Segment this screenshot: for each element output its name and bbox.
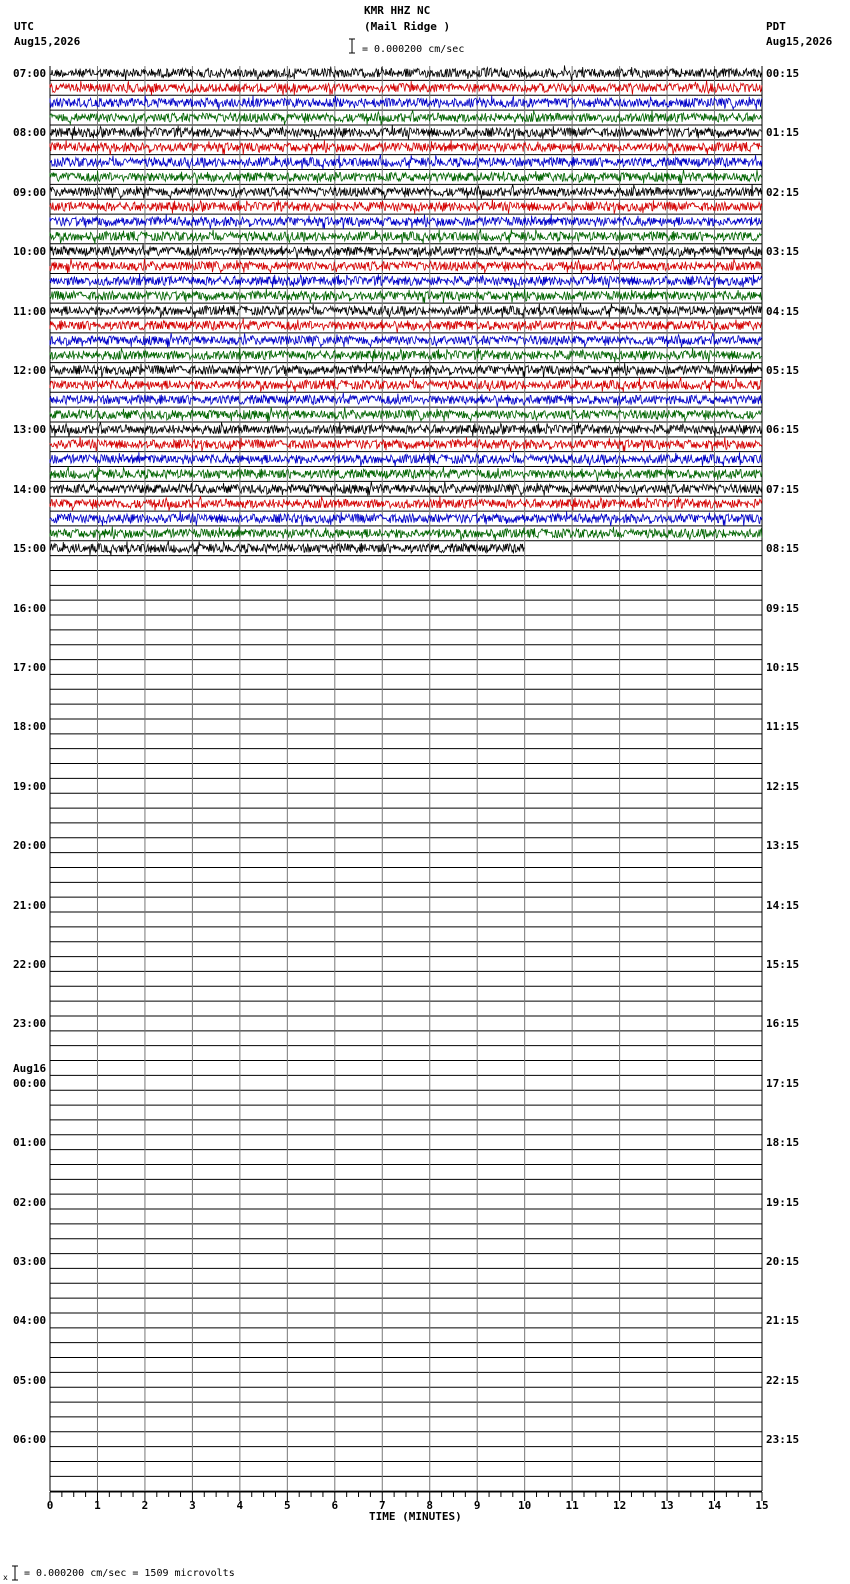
left-date: Aug15,2026 [14, 35, 81, 48]
scale-bar-icon [12, 39, 355, 1580]
trace-line [50, 333, 762, 348]
pdt-hour-label: 19:15 [766, 1195, 800, 1209]
utc-hour-label: 23:00 [13, 1017, 47, 1031]
pdt-hour-label: 17:15 [766, 1076, 800, 1090]
x-tick-label: 6 [331, 1499, 339, 1512]
x-tick-label: 15 [755, 1499, 769, 1512]
utc-hour-label: 08:00 [13, 126, 47, 140]
trace-line [50, 363, 762, 378]
utc-hour-label: 06:00 [13, 1433, 47, 1447]
utc-hour-label: 18:00 [13, 720, 47, 734]
x-tick-label: 8 [426, 1499, 434, 1512]
utc-hour-label: 13:00 [13, 423, 47, 437]
trace-line [50, 422, 762, 437]
pdt-hour-label: 07:15 [766, 482, 800, 496]
pdt-hour-label: 02:15 [766, 185, 800, 199]
x-tick-label: 3 [189, 1499, 196, 1512]
utc-hour-label: 04:00 [13, 1314, 47, 1328]
utc-hour-label: 21:00 [13, 898, 47, 912]
utc-hour-label: 11:00 [13, 304, 47, 318]
trace-line [50, 169, 762, 184]
trace-line [50, 348, 762, 363]
pdt-hour-label: 21:15 [766, 1314, 800, 1328]
x-tick-label: 13 [660, 1499, 674, 1512]
x-tick-label: 12 [612, 1499, 627, 1512]
pdt-hour-label: 22:15 [766, 1373, 800, 1387]
utc-hour-label: 10:00 [13, 245, 47, 259]
x-tick-label: 14 [707, 1499, 722, 1512]
pdt-hour-label: 00:15 [766, 67, 800, 80]
trace-line [50, 140, 762, 155]
trace-line [50, 289, 762, 304]
pdt-hour-label: 14:15 [766, 898, 800, 912]
pdt-hour-label: 23:15 [766, 1433, 800, 1447]
trace-line [50, 259, 762, 274]
trace-line [50, 526, 762, 540]
utc-hour-label: 09:00 [13, 185, 47, 199]
pdt-hour-label: 03:15 [766, 245, 800, 259]
utc-hour-label: 00:00 [13, 1076, 47, 1090]
right-date: Aug15,2026 [766, 35, 833, 48]
pdt-hour-label: 18:15 [766, 1136, 800, 1150]
pdt-hour-label: 20:15 [766, 1255, 800, 1268]
x-tick-label: 0 [46, 1499, 54, 1512]
trace-line [50, 125, 762, 140]
trace-line [50, 452, 762, 467]
x-tick-label: 2 [141, 1499, 149, 1512]
trace-line [50, 303, 762, 318]
trace-line [50, 393, 762, 407]
pdt-hour-label: 13:15 [766, 839, 800, 853]
x-tick-label: 9 [473, 1499, 481, 1512]
time-axis [47, 1492, 769, 1512]
utc-hour-label: 14:00 [13, 482, 47, 496]
utc-hour-label: 17:00 [13, 661, 47, 674]
left-timezone: UTC [14, 20, 34, 33]
trace-line [50, 95, 762, 109]
x-tick-label: 10 [518, 1499, 532, 1512]
x-tick-label: 1 [94, 1499, 101, 1512]
site-name: (Mail Ridge ) [364, 20, 451, 33]
footer-marker: x [3, 1573, 8, 1582]
scale-label: = 0.000200 cm/sec [362, 44, 465, 55]
utc-hour-label: 02:00 [13, 1195, 47, 1209]
utc-hour-label: 03:00 [13, 1255, 47, 1268]
utc-hour-label: 12:00 [13, 364, 47, 377]
trace-line [50, 407, 762, 422]
pdt-hour-label: 11:15 [766, 720, 800, 734]
trace-line [50, 155, 762, 170]
x-tick-label: 5 [284, 1499, 291, 1512]
trace-line [50, 481, 762, 495]
utc-hour-label: 01:00 [13, 1136, 47, 1150]
footer-scale-note: = 0.000200 cm/sec = 1509 microvolts [24, 1568, 235, 1579]
pdt-hour-label: 08:15 [766, 542, 800, 556]
pdt-hour-label: 04:15 [766, 304, 800, 318]
station-title: KMR HHZ NC [364, 4, 431, 17]
pdt-hour-label: 06:15 [766, 423, 800, 437]
pdt-hour-label: 12:15 [766, 779, 800, 793]
trace-line [50, 466, 762, 481]
x-axis-label: TIME (MINUTES) [369, 1510, 462, 1523]
utc-hour-label: 05:00 [13, 1373, 47, 1387]
utc-hour-label: 22:00 [13, 958, 47, 971]
pdt-hour-label: 15:15 [766, 958, 800, 971]
utc-hour-label: 15:00 [13, 542, 47, 556]
trace-line [50, 437, 762, 452]
trace-line [50, 244, 762, 258]
pdt-hour-label: 09:15 [766, 601, 800, 615]
trace-line [50, 377, 762, 392]
x-tick-label: 11 [565, 1499, 579, 1512]
date-change-label: Aug16 [13, 1061, 47, 1075]
x-tick-label: 4 [236, 1499, 244, 1512]
utc-hour-label: 19:00 [13, 779, 47, 793]
trace-line [50, 215, 762, 230]
x-tick-label: 7 [378, 1499, 386, 1512]
trace-line [50, 496, 762, 511]
trace-line [50, 65, 762, 80]
trace-line [50, 199, 762, 214]
pdt-hour-label: 10:15 [766, 661, 800, 674]
pdt-hour-label: 16:15 [766, 1017, 800, 1031]
utc-hour-label: 20:00 [13, 839, 47, 853]
trace-line [50, 319, 762, 333]
trace-line [50, 110, 762, 125]
utc-hour-label: 16:00 [13, 601, 47, 615]
trace-line [50, 229, 762, 244]
utc-hour-label: 07:00 [13, 67, 47, 80]
right-timezone: PDT [766, 20, 786, 33]
pdt-hour-label: 01:15 [766, 126, 800, 140]
trace-line [50, 273, 762, 288]
trace-line [50, 511, 762, 526]
pdt-hour-label: 05:15 [766, 364, 800, 377]
trace-line [50, 81, 762, 96]
trace-line [50, 184, 762, 199]
